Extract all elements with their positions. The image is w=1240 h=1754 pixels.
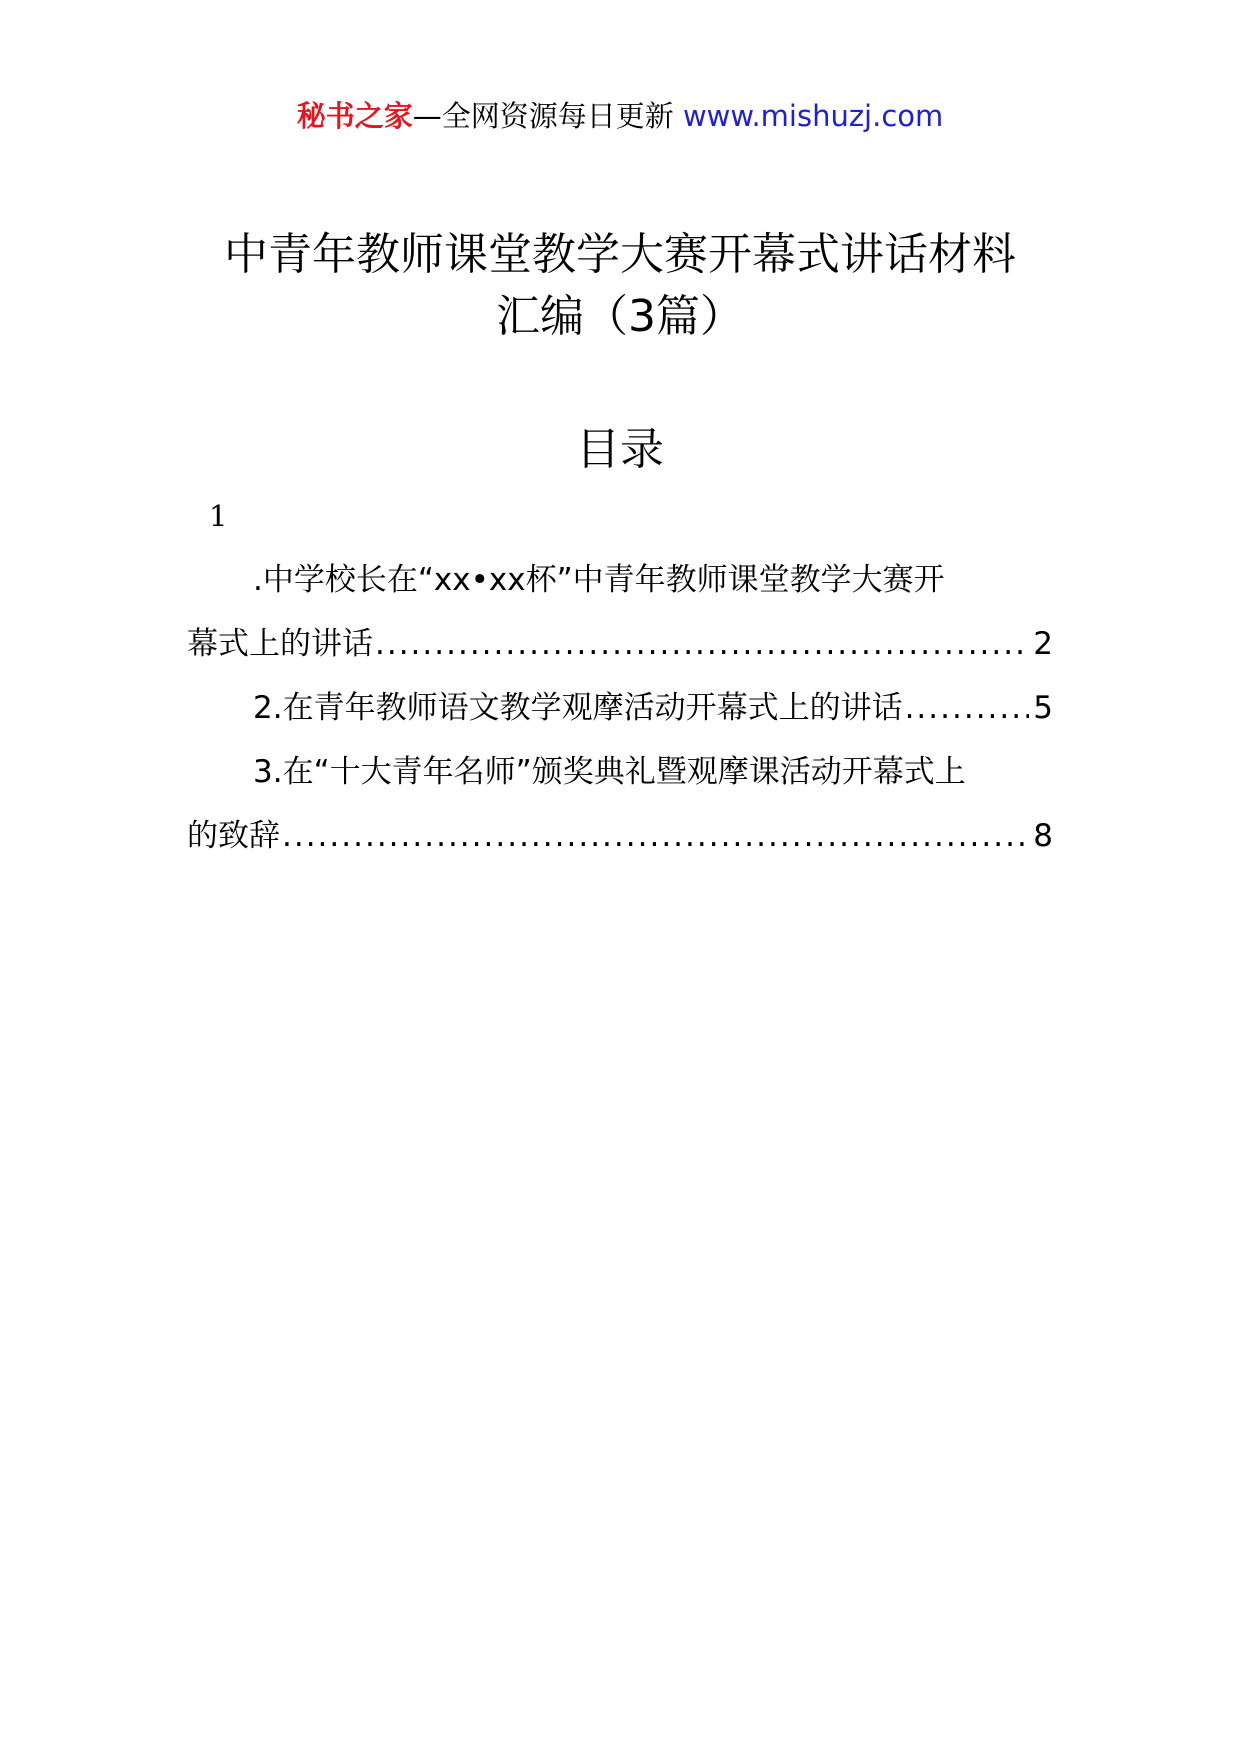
toc-entry-2[interactable] xyxy=(187,686,1053,730)
toc-entry-3-title: 3.在“十大青年名师”颁奖典礼暨观摩课活动开幕式上 xyxy=(253,754,966,790)
toc-entry-3-page: 8 xyxy=(1033,818,1053,854)
toc-entry-1-line1[interactable] xyxy=(187,558,1053,602)
toc-leader-dots xyxy=(905,686,1030,730)
site-header xyxy=(0,96,1240,136)
toc-entry-3-title-cont: 的致辞 xyxy=(187,818,280,854)
toc-leader-dots xyxy=(375,622,1029,666)
site-url-link[interactable]: www.mishuzj.com xyxy=(682,99,944,133)
toc-number: 1 xyxy=(209,499,228,533)
brand-name: 秘书之家 xyxy=(296,99,413,133)
toc-entry-1-title-cont: 幕式上的讲话 xyxy=(187,626,373,662)
toc-entry-2-page: 5 xyxy=(1033,690,1053,726)
toc-entry-1-line2[interactable] xyxy=(187,622,1053,666)
toc-entry-2-title: 2.在青年教师语文教学观摩活动开幕式上的讲话 xyxy=(253,690,903,726)
toc-leader-dots xyxy=(282,814,1029,858)
toc-entry-1-page: 2 xyxy=(1033,626,1053,662)
header-slogan: —全网资源每日更新 xyxy=(412,99,674,133)
toc-entry-3-line2[interactable] xyxy=(187,814,1053,858)
document-title-line2: 汇编（3篇） xyxy=(496,291,744,342)
toc-entry-3-line1[interactable] xyxy=(187,750,1053,794)
document-title xyxy=(120,224,1120,348)
document-title-line1: 中青年教师课堂教学大赛开幕式讲话材料 xyxy=(224,229,1016,280)
toc-heading: 目录 xyxy=(576,424,664,475)
toc-entry-1-title: .中学校长在“xx•xx杯”中青年教师课堂教学大赛开 xyxy=(253,562,945,598)
